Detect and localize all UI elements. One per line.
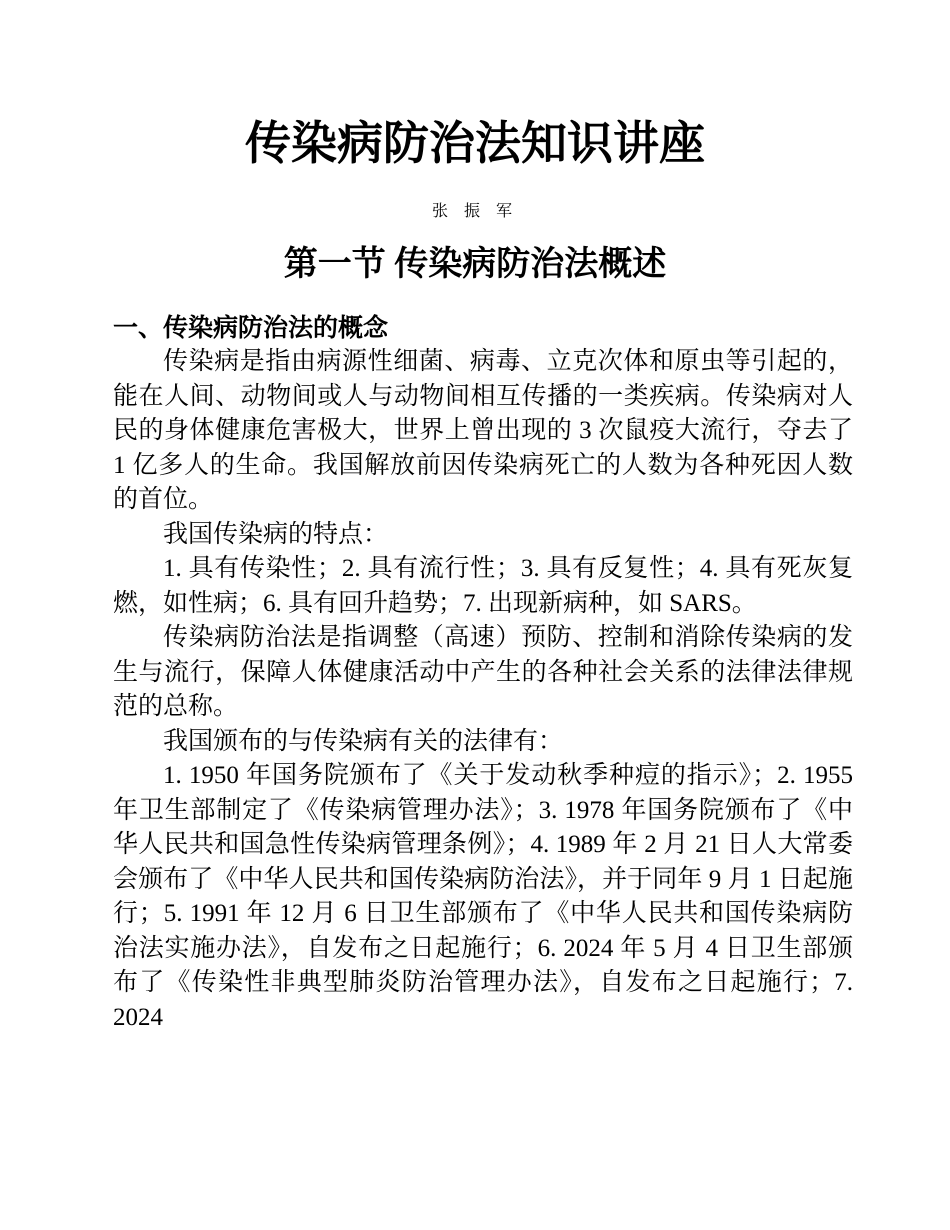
paragraph-laws-intro: 我国颁布的与传染病有关的法律有： bbox=[163, 727, 564, 755]
author-name: 张 振 军 bbox=[431, 203, 518, 220]
paragraph-law-definition: 传染病防治法是指调整（高速）预防、控制和消除传染病的发生与流行，保障人体健康活动中产生的各种社会关系的法律法律规范的总称。 bbox=[113, 624, 853, 720]
body-text bbox=[113, 345, 853, 1035]
paragraph-laws-list: 1. 1950 年国务院颁布了《关于发动秋季种痘的指示》；2. 1955 年卫生部制定了《传染病管理办法》；3. 1978 年国务院颁布了《中华人民共和国急性传染病管理条例》；4. 1989 年 2 月 21 日人大常委会颁布了《中华人民共和国传染病防治法》，并于同年 9 月 1 日起施行；5. 1991 年 12 月 6 日卫生部颁布了《中华人民共和国传染病防治法实施办法》，自发布之日起施行；6. 2024 年 5 月 4 日卫生部颁布了《传染性非典型肺炎防治管理办法》，自发布之日起施行；7. 2024 bbox=[113, 762, 853, 1031]
document-title: 传染病防治法知识讲座 bbox=[245, 118, 705, 169]
paragraph-definition: 传染病是指由病源性细菌、病毒、立克次体和原虫等引起的，能在人间、动物间或人与动物间相互传播的一类疾病。传染病对人民的身体健康危害极大，世界上曾出现的 3 次鼠疫大流行，夺去了 1 亿多人的生命。我国解放前因传染病死亡的人数为各种死因人数的首位。 bbox=[113, 348, 853, 513]
paragraph-features-list: 1. 具有传染性；2. 具有流行性；3. 具有反复性；4. 具有死灰复燃，如性病；6. 具有回升趋势；7. 出现新病种，如 SARS。 bbox=[113, 555, 853, 617]
paragraph-features-intro: 我国传染病的特点： bbox=[163, 520, 389, 548]
subheading: 一、传染病防治法的概念 bbox=[113, 315, 389, 342]
section-title: 第一节 传染病防治法概述 bbox=[283, 246, 667, 283]
